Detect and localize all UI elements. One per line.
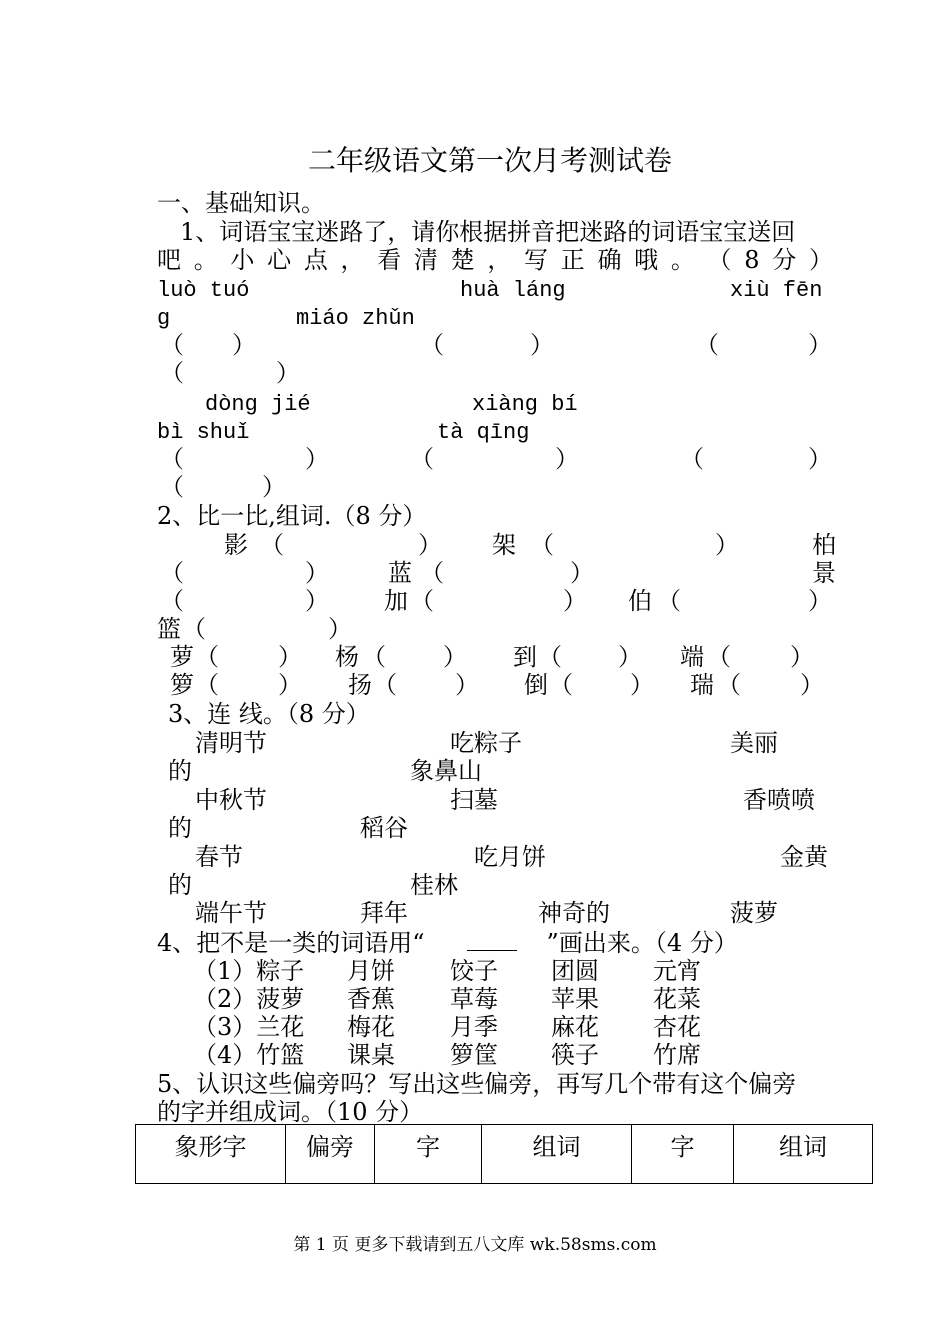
char: 到	[513, 643, 537, 671]
word-item: 课桌	[347, 1041, 395, 1069]
match-item: 神奇的	[538, 899, 610, 927]
word-item: 筷子	[551, 1041, 599, 1069]
paren-open: （	[373, 671, 397, 699]
word-row-label: （2）菠萝	[193, 985, 305, 1013]
question-3-title: 3、连 线。（8 分）	[168, 700, 370, 728]
match-item: 桂林	[410, 871, 458, 899]
match-item: 吃月饼	[474, 843, 546, 871]
paren-open: （	[362, 643, 386, 671]
question-1-text: 1、词语宝宝迷路了，请你根据拼音把迷路的词语宝宝送回	[180, 218, 796, 246]
page-title: 二年级语文第一次月考测试卷	[308, 144, 673, 177]
char: 柏	[812, 531, 836, 559]
pinyin: huà láng	[460, 278, 566, 303]
word-item: 草莓	[450, 985, 498, 1013]
pinyin: bì shuǐ	[157, 420, 250, 445]
pinyin: xiàng bí	[472, 392, 578, 417]
word-item: 元宵	[653, 957, 701, 985]
char: 架	[492, 531, 516, 559]
match-item: 美丽	[730, 729, 778, 757]
paren-open: （	[707, 643, 731, 671]
paren-close: ）	[808, 331, 832, 359]
paren-close: ）	[800, 671, 824, 699]
paren-close: ）	[618, 643, 642, 671]
table-header-cell: 组词	[734, 1125, 873, 1184]
pinyin: tà qīng	[437, 420, 530, 445]
paren-close: ）	[570, 559, 594, 587]
paren-close: ）	[328, 615, 352, 643]
paren-open: （	[657, 587, 681, 615]
paren-open: （	[420, 559, 444, 587]
paren-open: （	[160, 331, 184, 359]
char: 扬	[348, 671, 372, 699]
paren-open: （	[549, 671, 573, 699]
match-item: 拜年	[360, 899, 408, 927]
match-item: 金黄	[780, 843, 828, 871]
char: 加	[384, 587, 408, 615]
match-item: 清明节	[195, 729, 267, 757]
paren-open: （	[420, 331, 444, 359]
match-item: 吃粽子	[450, 729, 522, 757]
table-header-cell: 组词	[482, 1125, 632, 1184]
paren-close: ）	[455, 671, 479, 699]
word-item: 梅花	[347, 1013, 395, 1041]
table-header-cell: 象形字	[136, 1125, 286, 1184]
paren-open: （	[160, 445, 184, 473]
word-item: 花菜	[653, 985, 701, 1013]
word-item: 麻花	[551, 1013, 599, 1041]
paren-close: ）	[232, 331, 256, 359]
question-1-text-line2: 吧 。 小 心 点 ， 看 清 楚 ， 写 正 确 哦 。 （ 8 分 ）	[157, 246, 833, 274]
match-item: 稻谷	[360, 814, 408, 842]
page-footer: 第 1 页 更多下载请到五八文库 wk.58sms.com	[293, 1235, 657, 1255]
table-header-cell: 偏旁	[286, 1125, 375, 1184]
paren-close: ）	[808, 445, 832, 473]
paren-close: ）	[305, 587, 329, 615]
match-item: 的	[168, 757, 192, 785]
char: 蓝	[388, 559, 412, 587]
match-item: 的	[168, 871, 192, 899]
char: 箩	[170, 671, 194, 699]
pinyin: g	[157, 306, 171, 331]
section-heading: 一、基础知识。	[157, 189, 325, 217]
word-item: 月季	[450, 1013, 498, 1041]
paren-close: ）	[443, 643, 467, 671]
paren-close: ）	[278, 643, 302, 671]
char: 杨	[335, 643, 359, 671]
match-item: 菠萝	[730, 899, 778, 927]
word-item: 团圆	[551, 957, 599, 985]
table-header-cell: 字	[632, 1125, 734, 1184]
paren-close: ）	[555, 445, 579, 473]
paren-close: ）	[790, 643, 814, 671]
word-item: 杏花	[653, 1013, 701, 1041]
answer-table	[135, 1124, 873, 1184]
paren-open: （	[260, 531, 284, 559]
word-item: 月饼	[347, 957, 395, 985]
word-row-label: （1）粽子	[193, 957, 305, 985]
pinyin: luò tuó	[157, 278, 250, 303]
match-item: 中秋节	[195, 786, 267, 814]
question-5-text-line2: 的字并组成词。（10 分）	[157, 1098, 424, 1126]
paren-open: （	[195, 643, 219, 671]
paren-open: （	[410, 445, 434, 473]
match-item: 的	[168, 814, 192, 842]
table-header-cell: 字	[375, 1125, 482, 1184]
char: 萝	[170, 643, 194, 671]
char: 端	[680, 643, 704, 671]
match-item: 香喷喷	[743, 786, 815, 814]
paren-close: ）	[808, 587, 832, 615]
paren-close: ）	[418, 531, 442, 559]
char: 景	[812, 559, 836, 587]
paren-open: （	[160, 559, 184, 587]
char: 篮	[157, 615, 181, 643]
match-item: 端午节	[195, 899, 267, 927]
paren-close: ）	[630, 671, 654, 699]
paren-close: ）	[305, 559, 329, 587]
word-item: 香蕉	[347, 985, 395, 1013]
char: 伯	[628, 587, 652, 615]
char: 瑞	[690, 671, 714, 699]
pinyin: miáo zhǔn	[296, 306, 415, 331]
question-5-text: 5、认识这些偏旁吗？写出这些偏旁，再写几个带有这个偏旁	[157, 1070, 797, 1098]
pinyin: xiù fēn	[730, 278, 823, 303]
paren-close: ）	[563, 587, 587, 615]
paren-open: （	[160, 359, 184, 387]
word-item: 饺子	[450, 957, 498, 985]
underline-blank	[467, 928, 517, 951]
paren-close: ）	[715, 531, 739, 559]
paren-close: ）	[305, 445, 329, 473]
word-row-label: （3）兰花	[193, 1013, 305, 1041]
paren-close: ）	[530, 331, 554, 359]
paren-open: （	[680, 445, 704, 473]
word-row-label: （4）竹篮	[193, 1041, 305, 1069]
match-item: 象鼻山	[410, 757, 482, 785]
paren-open: （	[538, 643, 562, 671]
paren-open: （	[410, 587, 434, 615]
paren-open: （	[195, 671, 219, 699]
paren-close: ）	[276, 359, 300, 387]
paren-open: （	[530, 531, 554, 559]
paren-open: （	[160, 473, 184, 501]
word-item: 箩筐	[450, 1041, 498, 1069]
paren-open: （	[695, 331, 719, 359]
table-row	[136, 1125, 873, 1184]
char: 倒	[524, 671, 548, 699]
paren-close: ）	[278, 671, 302, 699]
paren-open: （	[717, 671, 741, 699]
word-item: 苹果	[551, 985, 599, 1013]
paren-open: （	[160, 587, 184, 615]
pinyin: dòng jié	[205, 392, 311, 417]
question-4-title: 4、把不是一类的词语用“ ”画出来。（4 分）	[157, 929, 738, 957]
word-item: 竹席	[653, 1041, 701, 1069]
question-2-title: 2、比一比,组词.（8 分）	[157, 502, 427, 530]
match-item: 春节	[195, 843, 243, 871]
paren-open: （	[182, 615, 206, 643]
char: 影	[224, 531, 248, 559]
match-item: 扫墓	[450, 786, 498, 814]
paren-close: ）	[262, 473, 286, 501]
